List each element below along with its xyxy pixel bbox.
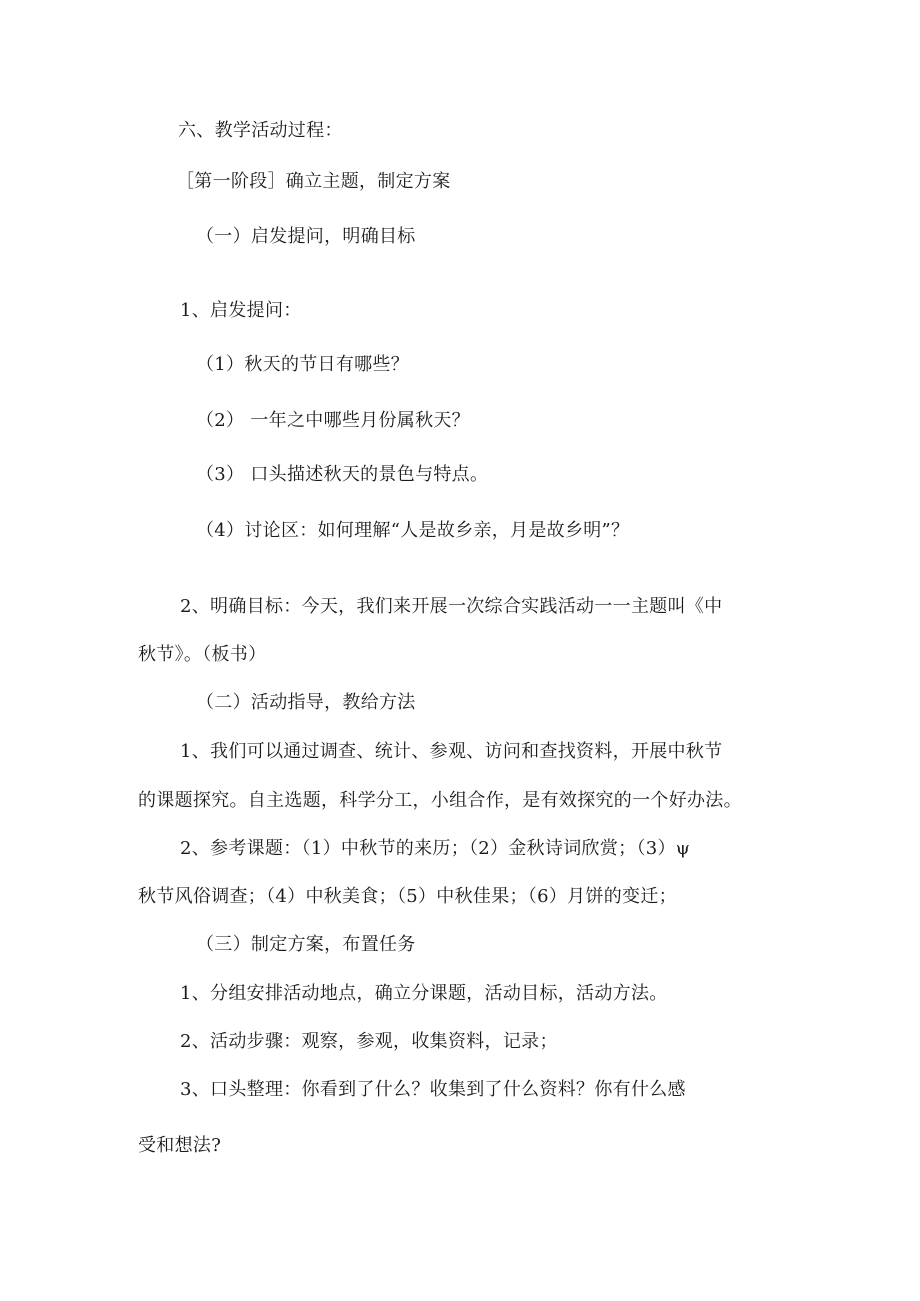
part2-item2-line1: 2、参考课题：（1）中秋节的来历；（2）金秋诗词欣赏；（3）ψ [180, 838, 691, 859]
part1-item1-title: 1、启发提问： [180, 300, 302, 321]
part3-item1: 1、分组安排活动地点，确立分课题，活动目标，活动方法。 [180, 983, 668, 1004]
part2-item1-line1: 1、我们可以通过调查、统计、参观、访问和查找资料，开展中秋节 [180, 741, 723, 762]
part3-item2: 2、活动步骤：观察，参观，收集资料，记录； [180, 1031, 558, 1052]
part3-item3-line2: 受和想法? [138, 1135, 222, 1156]
question-item: （4）讨论区：如何理解“人是故乡亲，月是故乡明”？ [196, 520, 630, 541]
question-item: （1）秋天的节日有哪些？ [196, 354, 410, 375]
section-heading: 六、教学活动过程： [178, 120, 343, 141]
stage-heading: ［第一阶段］确立主题，制定方案 [176, 171, 451, 192]
part1-heading: （一）启发提问，明确目标 [196, 226, 416, 247]
question-item: （3） 口头描述秋天的景色与特点。 [196, 464, 489, 485]
part1-item2-line2: 秋节》。（板书） [138, 644, 267, 665]
part1-item2-line1: 2、明确目标：今天，我们来开展一次综合实践活动一一主题叫《中 [180, 596, 723, 617]
part3-item3-line1: 3、口头整理：你看到了什么？收集到了什么资料？你有什么感 [180, 1079, 686, 1100]
question-item: （2） 一年之中哪些月份属秋天？ [196, 410, 470, 431]
part2-heading: （二）活动指导，教给方法 [196, 692, 416, 713]
part3-heading: （三）制定方案，布置任务 [196, 934, 416, 955]
part2-item1-line2: 的课题探究。自主选题，科学分工，小组合作，是有效探究的一个好办法。 [138, 790, 742, 811]
part2-item2-line2: 秋节风俗调查；（4）中秋美食；（5）中秋佳果；（6）月饼的变迁； [138, 886, 677, 907]
